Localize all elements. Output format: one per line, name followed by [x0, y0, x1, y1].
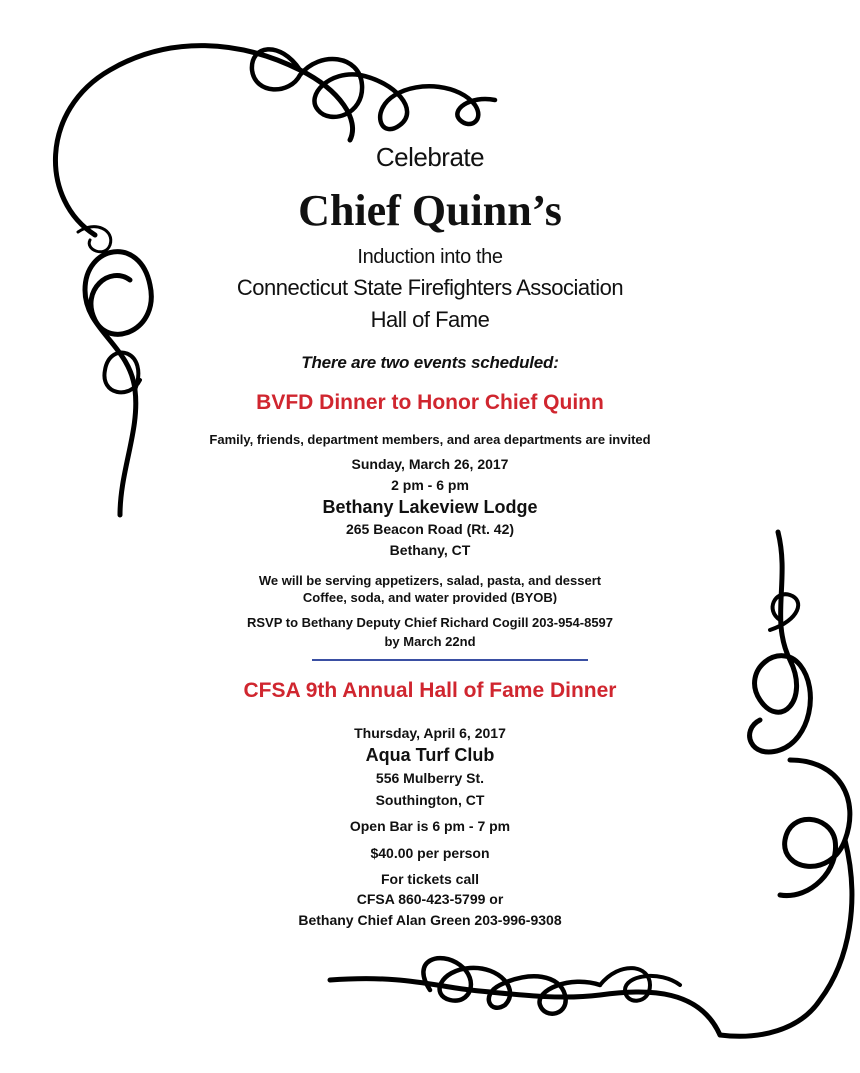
event2-contact-chief: Bethany Chief Alan Green 203-996-9308 — [298, 912, 562, 928]
event1-invited: Family, friends, department members, and area departments are invited — [209, 432, 651, 447]
event2-date: Thursday, April 6, 2017 — [354, 725, 506, 741]
event1-address: 265 Beacon Road (Rt. 42) — [345, 521, 515, 537]
induction-line-2: Connecticut State Firefighters Association — [236, 275, 624, 300]
event2-contact-cfsa: CFSA 860-423-5799 or — [356, 891, 504, 907]
event1-date: Sunday, March 26, 2017 — [351, 456, 509, 472]
top-left-loops — [252, 49, 495, 129]
event2-venue: Aqua Turf Club — [365, 745, 495, 765]
events-intro: There are two events scheduled: — [301, 353, 559, 372]
celebrate-heading: Celebrate — [375, 142, 485, 172]
section-divider — [312, 659, 588, 661]
honoree-name: Chief Quinn’s — [298, 186, 562, 235]
event1-drinks: Coffee, soda, and water provided (BYOB) — [302, 590, 558, 604]
event2-bar-hours: Open Bar is 6 pm - 7 pm — [349, 818, 511, 834]
event1-title: BVFD Dinner to Honor Chief Quinn — [256, 391, 604, 414]
event2-tickets-label: For tickets call — [380, 871, 480, 887]
event1-time: 2 pm - 6 pm — [391, 477, 469, 493]
event1-venue: Bethany Lakeview Lodge — [322, 497, 538, 517]
bottom-scroll — [330, 979, 720, 1035]
event1-rsvp: RSVP to Bethany Deputy Chief Richard Cogill 203-954-8597 — [246, 615, 614, 630]
event1-city: Bethany, CT — [389, 542, 471, 558]
induction-line-1: Induction into the — [357, 246, 503, 268]
event1-rsvp-deadline: by March 22nd — [384, 634, 476, 649]
event2-price: $40.00 per person — [370, 845, 490, 861]
event1-menu: We will be serving appetizers, salad, pasta, and dessert — [258, 573, 602, 588]
event2-address: 556 Mulberry St. — [375, 770, 485, 786]
event2-title: CFSA 9th Annual Hall of Fame Dinner — [243, 679, 617, 702]
induction-line-3: Hall of Fame — [370, 307, 490, 332]
event2-city: Southington, CT — [375, 792, 485, 808]
right-tail — [720, 840, 852, 1036]
